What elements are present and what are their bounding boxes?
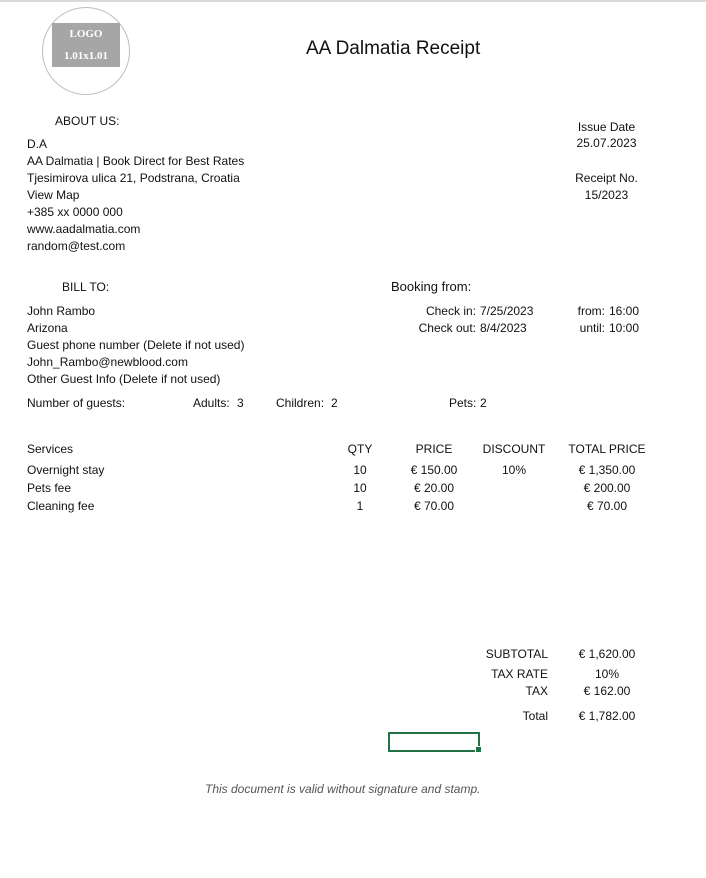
guest-location: Arizona: [27, 321, 68, 335]
price-header: PRICE: [415, 442, 453, 456]
pets-value: 2: [480, 396, 487, 410]
service-qty: 10: [353, 481, 367, 495]
logo-label: LOGO: [69, 28, 103, 40]
checkout-time-value: 10:00: [609, 321, 640, 335]
service-total: € 200.00: [583, 481, 631, 495]
bill-to-heading: BILL TO:: [62, 280, 110, 294]
service-name: Overnight stay: [27, 463, 105, 477]
children-value: 2: [331, 396, 338, 410]
qty-header: QTY: [347, 442, 373, 456]
checkin-time-label: from:: [577, 304, 605, 318]
checkin-value: 7/25/2023: [480, 304, 534, 318]
about-line: AA Dalmatia | Book Direct for Best Rates: [27, 154, 245, 168]
total-price-header: TOTAL PRICE: [568, 442, 646, 456]
about-line: Tjesimirova ulica 21, Podstrana, Croatia: [27, 171, 240, 185]
tax-value: € 162.00: [583, 684, 631, 698]
fill-handle[interactable]: [475, 746, 482, 753]
about-line: D.A: [27, 137, 48, 151]
adults-value: 3: [237, 396, 244, 410]
checkout-label: Check out:: [418, 321, 476, 335]
service-total: € 70.00: [586, 499, 628, 513]
tax-rate-label: TAX RATE: [491, 667, 548, 681]
view-map-link[interactable]: View Map: [27, 188, 80, 202]
guest-other-info: Other Guest Info (Delete if not used): [27, 372, 221, 386]
receipt-title: AA Dalmatia Receipt: [306, 38, 481, 59]
guest-phone: Guest phone number (Delete if not used): [27, 338, 245, 352]
service-name: Pets fee: [27, 481, 72, 495]
logo-placeholder: [52, 23, 120, 67]
service-price: € 20.00: [413, 481, 455, 495]
service-total: € 1,350.00: [578, 463, 636, 477]
pets-label: Pets:: [449, 396, 477, 410]
logo-size-label: 1.01x1.01: [64, 50, 108, 62]
checkin-time-value: 16:00: [609, 304, 640, 318]
checkout-time-label: until:: [579, 321, 605, 335]
about-phone: +385 xx 0000 000: [27, 205, 123, 219]
service-qty: 10: [353, 463, 367, 477]
adults-label: Adults:: [193, 396, 230, 410]
footer-note: This document is valid without signature and stamp.: [205, 782, 481, 796]
receipt-no-value: 15/2023: [584, 188, 629, 202]
services-header: Services: [27, 442, 74, 456]
about-website: www.aadalmatia.com: [27, 222, 141, 236]
service-price: € 70.00: [413, 499, 455, 513]
total-value: € 1,782.00: [578, 709, 636, 723]
children-label: Children:: [276, 396, 325, 410]
about-email: random@test.com: [27, 239, 126, 253]
issue-date-value: 25.07.2023: [576, 136, 637, 150]
total-label: Total: [522, 709, 548, 723]
checkout-value: 8/4/2023: [480, 321, 527, 335]
receipt-no-label: Receipt No.: [575, 171, 638, 185]
tax-rate-value: 10%: [594, 667, 620, 681]
service-qty: 1: [356, 499, 364, 513]
number-of-guests-label: Number of guests:: [27, 396, 126, 410]
sheet-top-border: [0, 0, 706, 2]
guest-name: John Rambo: [27, 304, 96, 318]
subtotal-value: € 1,620.00: [578, 647, 636, 661]
booking-from-heading: Booking from:: [391, 279, 472, 294]
discount-header: DISCOUNT: [482, 442, 546, 456]
selected-cell[interactable]: [388, 732, 480, 752]
checkin-label: Check in:: [425, 304, 476, 318]
service-name: Cleaning fee: [27, 499, 95, 513]
service-price: € 150.00: [410, 463, 458, 477]
guest-email: John_Rambo@newblood.com: [27, 355, 188, 369]
issue-date-label: Issue Date: [577, 120, 636, 134]
service-discount: 10%: [501, 463, 527, 477]
subtotal-label: SUBTOTAL: [485, 647, 548, 661]
about-us-heading: ABOUT US:: [55, 114, 120, 128]
tax-label: TAX: [525, 684, 548, 698]
